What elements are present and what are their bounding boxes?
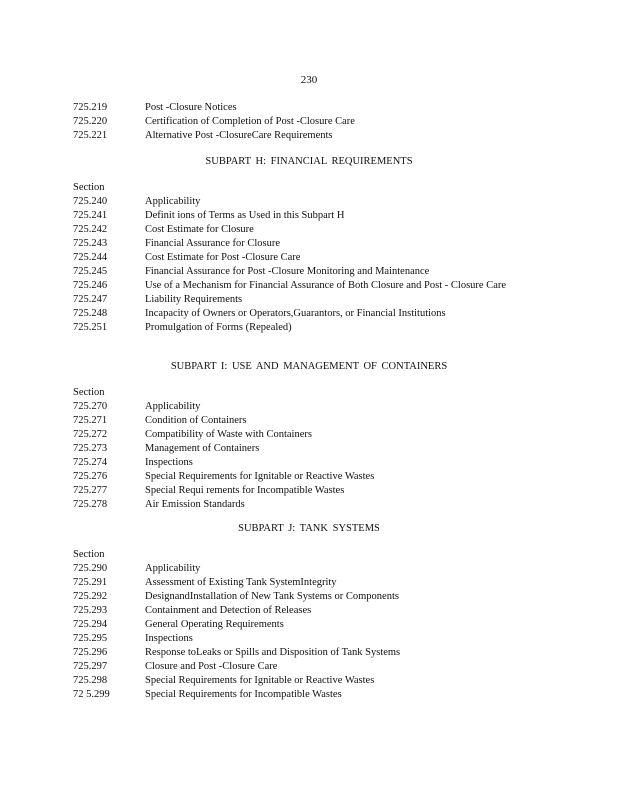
toc-row [73, 604, 533, 618]
section-title: Certification of Completion of Post -Closure Care [145, 116, 355, 127]
toc-row [73, 307, 533, 321]
toc-row [73, 237, 533, 251]
section-number: 725.278 [73, 499, 108, 510]
section-number: 725.298 [73, 675, 108, 686]
toc-row [73, 562, 533, 576]
section-title: Applicability [145, 196, 201, 207]
section-title: Assessment of Existing Tank SystemIntegrity [145, 577, 337, 588]
subpart-h-heading: SUBPART H: FINANCIAL REQUIREMENTS [205, 156, 413, 167]
section-title: Special Requirements for Ignitable or Reactive Wastes [145, 471, 375, 482]
section-label: Section [73, 182, 105, 193]
section-number: 725.293 [73, 605, 108, 616]
section-number: 72 5.299 [73, 689, 110, 700]
toc-row [73, 265, 533, 279]
subpart-h-section-list [73, 181, 533, 335]
section-title: Cost Estimate for Post -Closure Care [145, 252, 301, 263]
page-number: 230 [300, 74, 318, 86]
toc-row [73, 400, 533, 414]
toc-row [73, 442, 533, 456]
toc-row [73, 632, 533, 646]
section-number: 725.295 [73, 633, 108, 644]
section-number: 725.276 [73, 471, 108, 482]
toc-row [73, 129, 533, 143]
toc-row [73, 498, 533, 512]
section-number: 725.274 [73, 457, 108, 468]
subpart-j-section-list [73, 548, 533, 702]
subpart-i-heading: SUBPART I: USE AND MANAGEMENT OF CONTAINERS [170, 361, 448, 372]
toc-row [73, 618, 533, 632]
section-title: Response toLeaks or Spills and Disposition of Tank Systems [145, 647, 401, 658]
section-label: Section [73, 387, 105, 398]
toc-row [73, 688, 533, 702]
section-number: 725.242 [73, 224, 108, 235]
subpart-i-section-list [73, 386, 533, 512]
section-title: Containment and Detection of Releases [145, 605, 312, 616]
toc-row [73, 251, 533, 265]
section-label: Section [73, 549, 105, 560]
section-number: 725.244 [73, 252, 108, 263]
section-title: Inspections [145, 457, 193, 468]
section-title: Applicability [145, 401, 201, 412]
section-title: Condition of Containers [145, 415, 247, 426]
section-number: 725.271 [73, 415, 108, 426]
section-title: Inspections [145, 633, 193, 644]
section-number: 725.221 [73, 130, 108, 141]
toc-row [73, 674, 533, 688]
section-title: Financial Assurance for Closure [145, 238, 281, 249]
section-title: Special Requi rements for Incompatible Wastes [145, 485, 345, 496]
section-number: 725.243 [73, 238, 108, 249]
section-title: General Operating Requirements [145, 619, 284, 630]
toc-row [73, 115, 533, 129]
section-title: Special Requirements for Ignitable or Reactive Wastes [145, 675, 375, 686]
section-number: 725.220 [73, 116, 108, 127]
section-number: 725.270 [73, 401, 108, 412]
section-title: Incapacity of Owners or Operators,Guarantors, or Financial Institutions [145, 308, 446, 319]
toc-row [73, 646, 533, 660]
toc-row [73, 195, 533, 209]
toc-row [73, 321, 533, 335]
section-number: 725.290 [73, 563, 108, 574]
section-number: 725.294 [73, 619, 108, 630]
section-number: 725.246 [73, 280, 108, 291]
section-number: 725.245 [73, 266, 108, 277]
toc-row [73, 414, 533, 428]
toc-row [73, 470, 533, 484]
section-title: Special Requirements for Incompatible Wastes [145, 689, 342, 700]
section-number: 725.240 [73, 196, 108, 207]
toc-row [73, 293, 533, 307]
toc-row [73, 484, 533, 498]
section-number: 725.247 [73, 294, 108, 305]
section-title: Air Emission Standards [145, 499, 245, 510]
section-title: Financial Assurance for Post -Closure Monitoring and Maintenance [145, 266, 430, 277]
toc-row [73, 576, 533, 590]
section-title: Applicability [145, 563, 201, 574]
section-title: Definit ions of Terms as Used in this Subpart H [145, 210, 345, 221]
section-number: 725.251 [73, 322, 108, 333]
section-number: 725.277 [73, 485, 108, 496]
toc-row [73, 101, 533, 115]
section-title: Liability Requirements [145, 294, 243, 305]
section-number: 725.292 [73, 591, 108, 602]
section-number: 725.272 [73, 429, 108, 440]
toc-row [73, 223, 533, 237]
section-title: Management of Containers [145, 443, 260, 454]
section-title: DesignandInstallation of New Tank Systems or Components [145, 591, 399, 602]
intro-section-list [73, 101, 533, 143]
toc-row [73, 428, 533, 442]
section-title: Use of a Mechanism for Financial Assurance of Both Closure and Post - Closure Care [145, 280, 507, 291]
section-number: 725.273 [73, 443, 108, 454]
section-number: 725.291 [73, 577, 108, 588]
toc-row [73, 456, 533, 470]
section-title: Post -Closure Notices [145, 102, 237, 113]
section-number: 725.219 [73, 102, 108, 113]
section-number: 725.241 [73, 210, 108, 221]
toc-row [73, 590, 533, 604]
section-title: Alternative Post -ClosureCare Requirements [145, 130, 333, 141]
section-title: Cost Estimate for Closure [145, 224, 254, 235]
section-number: 725.248 [73, 308, 108, 319]
toc-row [73, 279, 533, 293]
toc-row [73, 209, 533, 223]
subpart-j-heading: SUBPART J: TANK SYSTEMS [238, 523, 380, 534]
section-title: Closure and Post -Closure Care [145, 661, 278, 672]
section-title: Promulgation of Forms (Repealed) [145, 322, 292, 333]
section-number: 725.296 [73, 647, 108, 658]
toc-row [73, 660, 533, 674]
section-title: Compatibility of Waste with Containers [145, 429, 312, 440]
section-number: 725.297 [73, 661, 108, 672]
